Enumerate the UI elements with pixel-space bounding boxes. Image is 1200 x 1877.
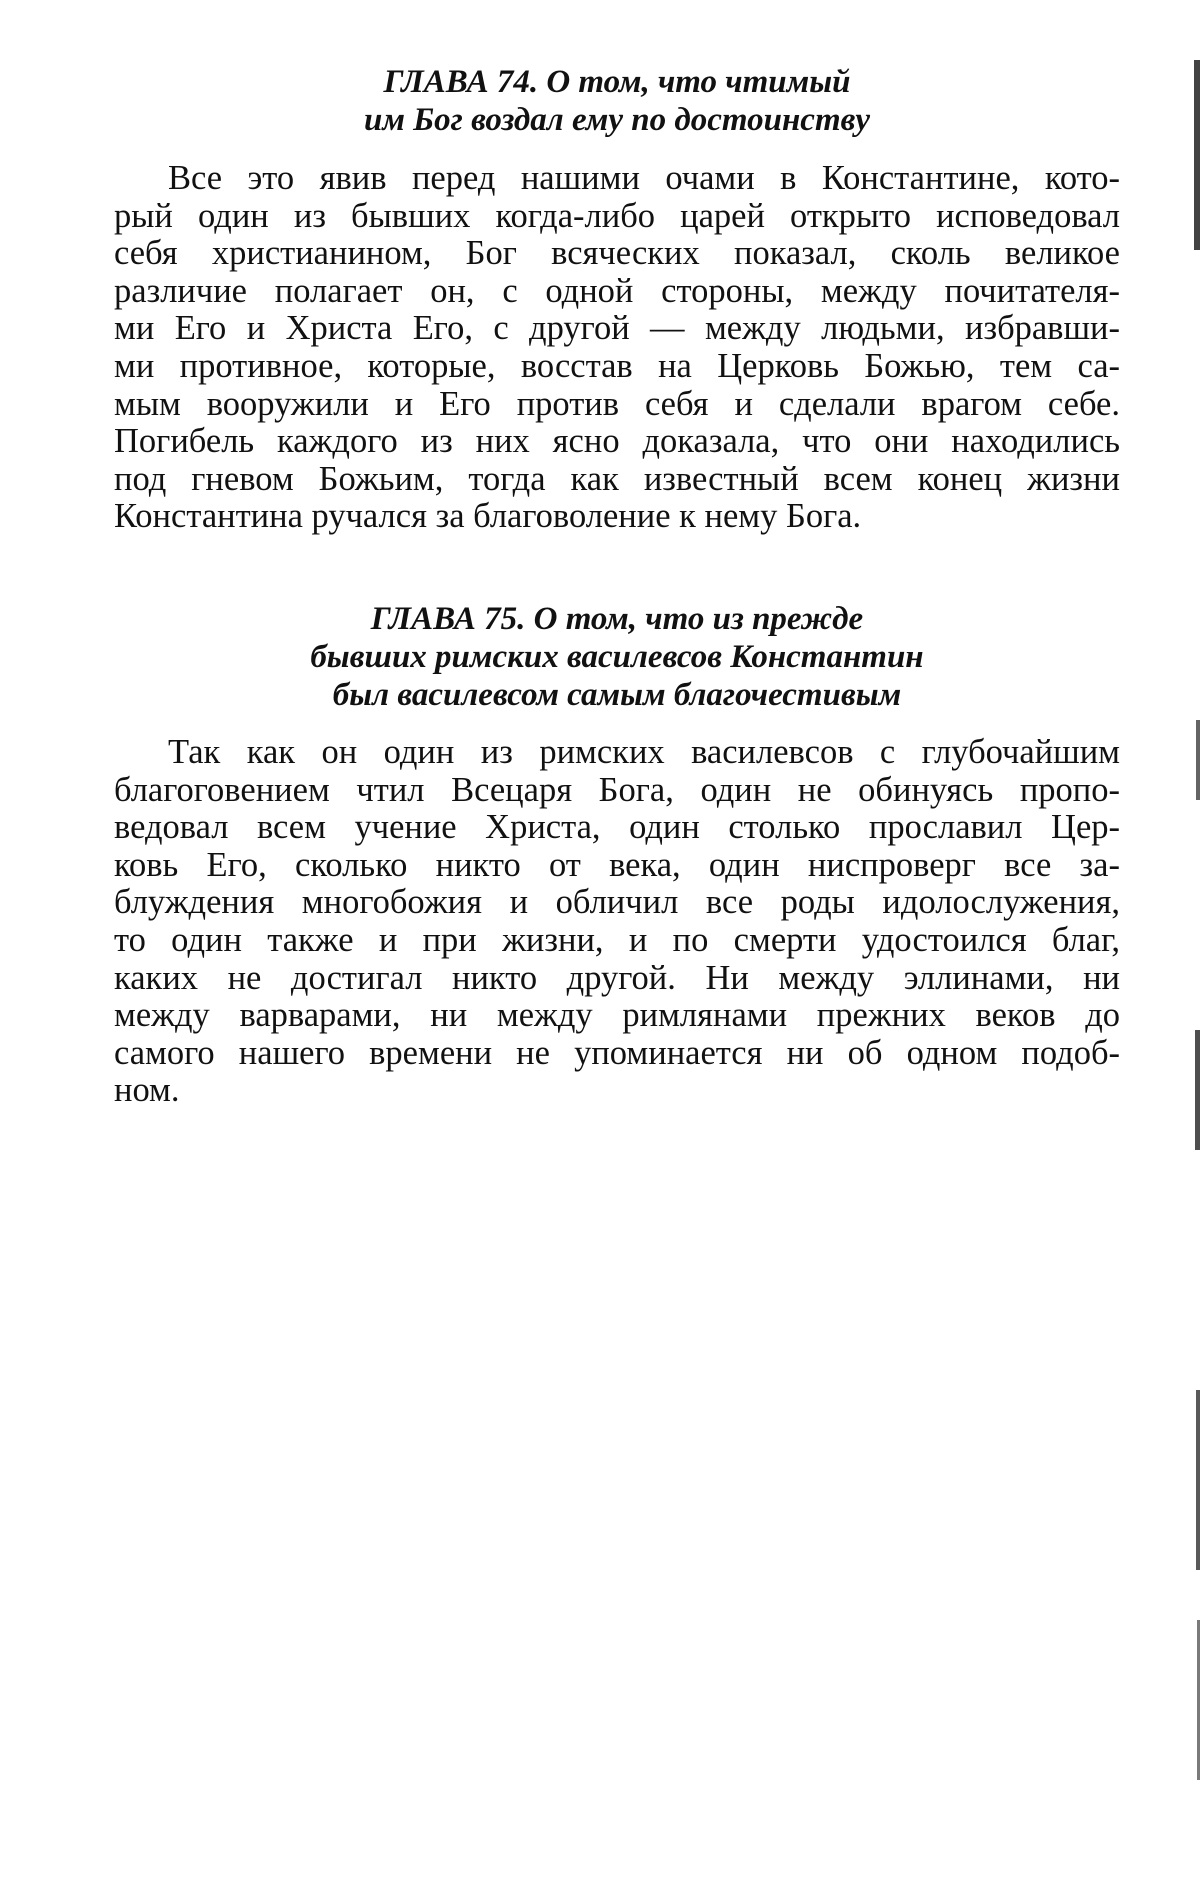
text-line: Константина ручался за благоволение к нему Бога. [114, 498, 1120, 536]
text-line: Все это явив перед нашими очами в Константине, кото- [114, 160, 1120, 198]
heading-line: им Бог воздал ему по достоинству [114, 101, 1120, 139]
text-line: блуждения многобожия и обличил все роды идолослужения, [114, 884, 1120, 922]
heading-line: был василевсом самым благочестивым [114, 676, 1120, 714]
text-line: Так как он один из римских василевсов с глубочайшим [114, 734, 1120, 772]
chapter-75-heading [114, 600, 1120, 714]
text-line: то один также и при жизни, и по смерти удостоился благ, [114, 922, 1120, 960]
text-line: себя христианином, Бог всяческих показал, сколь великое [114, 235, 1120, 273]
page-edge-mark [1196, 720, 1200, 800]
text-line: между варварами, ни между римлянами прежних веков до [114, 997, 1120, 1035]
heading-line: ГЛАВА 74. О том, что чтимый [114, 63, 1120, 101]
text-line: благоговением чтил Всецаря Бога, один не обинуясь пропо- [114, 772, 1120, 810]
page-edge-mark [1196, 1390, 1200, 1570]
text-line: каких не достигал никто другой. Ни между эллинами, ни [114, 960, 1120, 998]
page-edge-mark [1195, 1030, 1200, 1150]
heading-line: бывших римских василевсов Константин [114, 638, 1120, 676]
text-line: ми Его и Христа Его, с другой — между людьми, избравши- [114, 310, 1120, 348]
page-edge-mark [1194, 60, 1200, 250]
text-line: ном. [114, 1072, 1120, 1110]
text-line: мым вооружили и Его против себя и сделали врагом себе. [114, 386, 1120, 424]
text-line: ведовал всем учение Христа, один столько прославил Цер- [114, 809, 1120, 847]
chapter-75-body [114, 734, 1120, 1110]
chapter-74-body [114, 160, 1120, 536]
text-line: самого нашего времени не упоминается ни об одном подоб- [114, 1035, 1120, 1073]
chapter-74-section [114, 63, 1120, 139]
text-line: рый один из бывших когда-либо царей открыто исповедовал [114, 198, 1120, 236]
chapter-75-paragraph [114, 734, 1120, 1110]
text-line: ковь Его, сколько никто от века, один ниспроверг все за- [114, 847, 1120, 885]
heading-line: ГЛАВА 75. О том, что из прежде [114, 600, 1120, 638]
chapter-75-section [114, 600, 1120, 714]
text-line: Погибель каждого из них ясно доказала, что они находились [114, 423, 1120, 461]
text-line: ми противное, которые, восстав на Церковь Божью, тем са- [114, 348, 1120, 386]
text-line: под гневом Божьим, тогда как известный всем конец жизни [114, 461, 1120, 499]
book-page [0, 0, 1200, 1877]
chapter-74-paragraph [114, 160, 1120, 536]
text-line: различие полагает он, с одной стороны, между почитателя- [114, 273, 1120, 311]
chapter-74-heading [114, 63, 1120, 139]
